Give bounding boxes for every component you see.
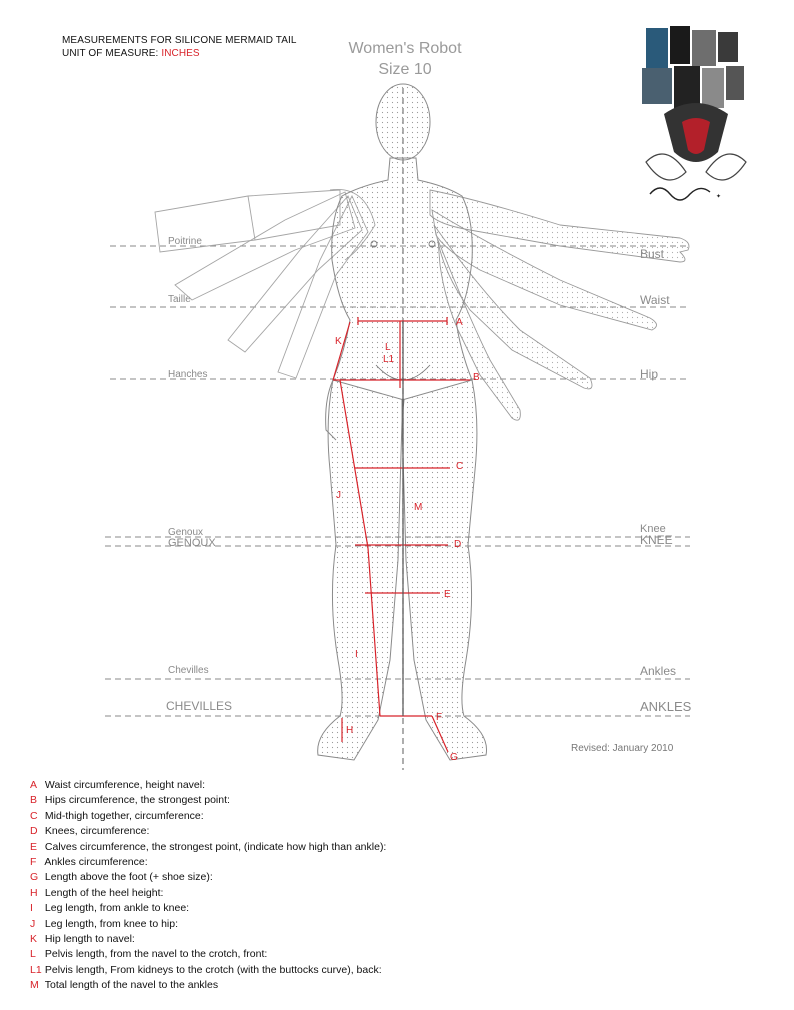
- legend-code: L: [30, 948, 36, 961]
- arm-joint-1: [248, 196, 255, 240]
- legend-code: H: [30, 886, 38, 899]
- legend-code: B: [30, 794, 38, 807]
- marker-B: B: [473, 372, 480, 383]
- marker-L: L: [385, 342, 391, 353]
- unit-value: INCHES: [161, 48, 200, 59]
- legend-text: Leg length, from knee to hip:: [44, 917, 179, 930]
- label-poitrine: Poitrine: [168, 236, 202, 247]
- marker-G: G: [450, 752, 458, 763]
- legend-item: [30, 793, 386, 808]
- legend-item: [30, 963, 386, 978]
- legend-code: F: [30, 856, 37, 869]
- legend-code: I: [30, 902, 33, 915]
- legend-text: Pelvis length, From kidneys to the crotch (with the buttocks curve), back:: [44, 963, 382, 976]
- figure-title-line2: Size 10: [378, 61, 432, 78]
- marker-K: K: [335, 336, 342, 347]
- revision-date: Revised: January 2010: [571, 743, 674, 754]
- legend-code: K: [30, 933, 38, 946]
- label-ankles-small: Ankles: [640, 664, 677, 678]
- body-silhouette: [318, 84, 487, 760]
- legend-item: [30, 778, 386, 793]
- legend-code: J: [30, 917, 36, 930]
- legend-text: Length above the foot (+ shoe size):: [44, 871, 213, 884]
- label-knee-caps: KNEE: [640, 533, 673, 547]
- marker-D: D: [454, 539, 462, 550]
- legend-code: D: [30, 825, 38, 838]
- legend-text: Ankles circumference:: [44, 856, 148, 869]
- label-ankles-caps: ANKLES: [640, 699, 692, 714]
- legend-item: [30, 870, 386, 885]
- marker-E: E: [444, 589, 451, 600]
- label-chevilles-caps: CHEVILLES: [166, 699, 233, 713]
- label-hanches: Hanches: [168, 369, 208, 380]
- svg-text:✦: ✦: [716, 194, 722, 200]
- label-taille: Taille: [168, 294, 191, 305]
- marker-A: A: [456, 317, 463, 328]
- legend-code: M: [30, 979, 39, 992]
- legend-text: Calves circumference, the strongest point, (indicate how high than ankle):: [44, 840, 387, 853]
- legend-item: [30, 824, 386, 839]
- marker-M: M: [414, 502, 423, 513]
- legend-code: L1: [30, 963, 42, 976]
- label-genoux-caps: GENOUX: [168, 537, 216, 549]
- legend-item: [30, 840, 386, 855]
- legend-text: Waist circumference, height navel:: [44, 779, 206, 791]
- legend-item: [30, 932, 386, 947]
- legend-item: [30, 886, 386, 901]
- label-hip: Hip: [640, 367, 659, 381]
- legend-code: C: [30, 809, 38, 822]
- marker-H: H: [346, 725, 354, 736]
- label-waist: Waist: [640, 293, 670, 307]
- legend-text: Leg length, from ankle to knee:: [44, 902, 190, 915]
- torso: [332, 158, 473, 380]
- right-leg: [402, 380, 487, 760]
- legend-text: Total length of the navel to the ankles: [44, 979, 219, 992]
- legend-item: [30, 901, 386, 916]
- left-leg: [318, 380, 404, 760]
- marker-J: J: [336, 490, 341, 501]
- legend-item: [30, 947, 386, 962]
- legend-item: [30, 855, 386, 870]
- legend-code: E: [30, 840, 38, 853]
- unit-label: UNIT OF MEASURE:: [62, 48, 162, 59]
- legend-code: A: [30, 779, 38, 791]
- figure-title-line1: Women's Robot: [348, 40, 462, 57]
- legend-text: Pelvis length, from the navel to the crotch, front:: [44, 948, 268, 961]
- marker-C: C: [456, 461, 464, 472]
- marker-L1: L1: [383, 354, 395, 365]
- marker-F: F: [436, 712, 443, 723]
- marker-I: I: [355, 649, 358, 660]
- legend-text: Hips circumference, the strongest point:: [44, 794, 230, 807]
- legend-text: Length of the heel height:: [44, 886, 164, 899]
- label-chevilles-small: Chevilles: [168, 665, 209, 676]
- label-knee-small: Knee: [640, 523, 666, 535]
- legend-text: Knees, circumference:: [44, 825, 150, 838]
- legend-code: G: [30, 871, 39, 884]
- legend-item: [30, 809, 386, 824]
- legend-text: Mid-thigh together, circumference:: [44, 809, 204, 822]
- label-genoux-small: Genoux: [168, 527, 204, 538]
- legend-item: [30, 978, 386, 993]
- header-title: MEASUREMENTS FOR SILICONE MERMAID TAIL: [62, 35, 297, 46]
- measurement-legend: [30, 778, 386, 994]
- legend-text: Hip length to navel:: [44, 933, 135, 946]
- head: [376, 84, 430, 160]
- legend-item: [30, 917, 386, 932]
